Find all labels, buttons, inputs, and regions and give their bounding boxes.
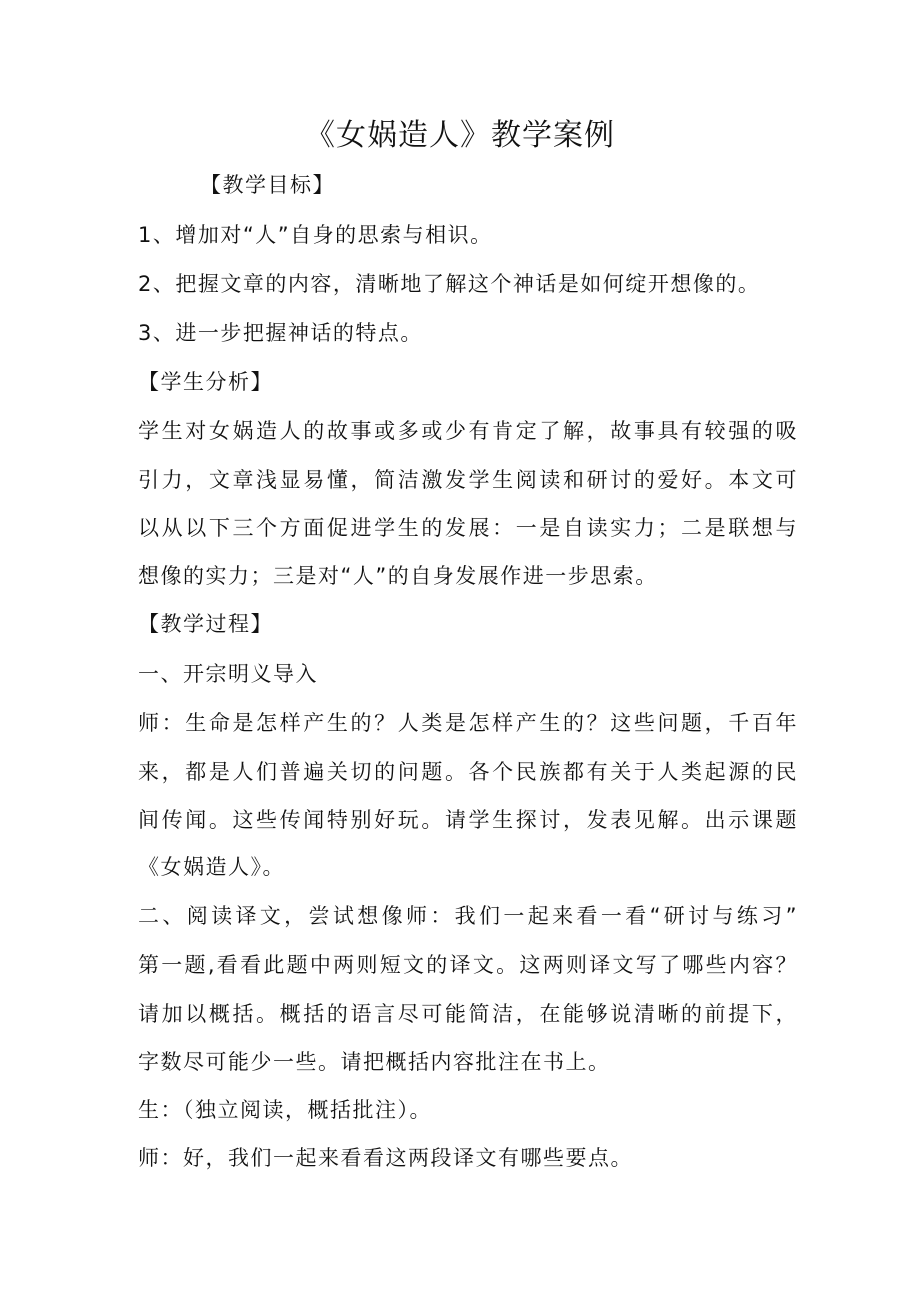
paragraph-line: 字数尽可能少一些。请把概括内容批注在书上。 xyxy=(138,1050,611,1074)
paragraph-line: 生：（独立阅读，概括批注）。 xyxy=(138,1098,432,1122)
paragraph-line: 想像的实力；三是对“人”的自身发展作进一步思索。 xyxy=(138,564,658,588)
paragraph-line: 二、阅读译文，尝试想像师：我们一起来看一看“研讨与练习” xyxy=(138,904,798,928)
paragraph-line: 来，都是人们普遍关切的问题。各个民族都有关于人类起源的民 xyxy=(138,760,798,784)
paragraph-line: 第一题,看看此题中两则短文的译文。这两则译文写了哪些内容？ xyxy=(138,953,798,977)
heading-teaching-process: 【教学过程】 xyxy=(138,612,273,636)
goal-item-2: 2、把握文章的内容，清晰地了解这个神话是如何绽开想像的。 xyxy=(138,272,761,296)
goal-item-3: 3、进一步把握神话的特点。 xyxy=(138,321,423,345)
document-title: 《女娲造人》教学案例 xyxy=(305,118,615,153)
paragraph-line: 学生对女娲造人的故事或多或少有肯定了解，故事具有较强的吸 xyxy=(138,419,798,443)
goal-item-1: 1、增加对“人”自身的思索与相识。 xyxy=(138,223,493,247)
heading-teaching-goals: 【教学目标】 xyxy=(200,173,335,197)
paragraph-line: 师：好，我们一起来看看这两段译文有哪些要点。 xyxy=(138,1146,633,1170)
paragraph-line: 引力，文章浅显易懂，简洁激发学生阅读和研讨的爱好。本文可 xyxy=(138,468,798,492)
section-heading-intro: 一、开宗明义导入 xyxy=(138,662,318,686)
paragraph-line: 师：生命是怎样产生的？人类是怎样产生的？这些问题，千百年 xyxy=(138,711,798,735)
paragraph-line: 以从以下三个方面促进学生的发展：一是自读实力；二是联想与 xyxy=(138,516,798,540)
paragraph-line: 请加以概括。概括的语言尽可能简洁，在能够说清晰的前提下， xyxy=(138,1002,798,1026)
heading-student-analysis: 【学生分析】 xyxy=(138,370,273,394)
paragraph-line: 间传闻。这些传闻特别好玩。请学生探讨，发表见解。出示课题 xyxy=(138,808,798,832)
paragraph-line: 《女娲造人》。 xyxy=(138,855,285,879)
